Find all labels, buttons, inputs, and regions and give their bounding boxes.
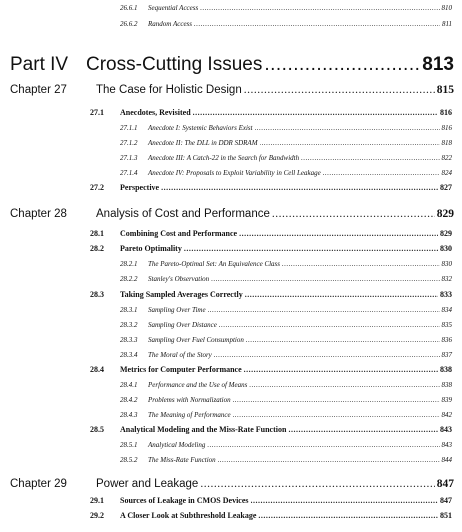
- section-title: Metrics for Computer Performance: [120, 365, 242, 374]
- dot-leader: [214, 351, 440, 359]
- page-number: 839: [441, 396, 452, 404]
- subsection-number: 28.4.1: [120, 381, 138, 389]
- subsection-number: 28.3.1: [120, 306, 138, 314]
- page-number: 822: [441, 154, 452, 162]
- section-number: 27.2: [90, 183, 104, 192]
- subsection-number: 28.5.2: [120, 456, 138, 464]
- section-title: Taking Sampled Averages Correctly: [120, 290, 243, 299]
- dot-leader: [161, 183, 438, 192]
- section-number: 28.4: [90, 365, 104, 374]
- toc-section-entry[interactable]: [90, 108, 452, 117]
- section-number: 28.2: [90, 244, 104, 253]
- toc-subsection-entry[interactable]: [120, 456, 452, 464]
- subsection-title: Problems with Normalization: [148, 396, 231, 404]
- toc-subsection-entry[interactable]: [120, 396, 452, 404]
- toc-chapter-entry[interactable]: [10, 208, 454, 220]
- page-number: 838: [441, 381, 452, 389]
- section-number: 27.1: [90, 108, 104, 117]
- part-title: Cross-Cutting Issues: [86, 54, 263, 75]
- subsection-number: 28.3.2: [120, 321, 138, 329]
- dot-leader: [207, 441, 439, 449]
- toc-part-entry[interactable]: [10, 54, 454, 76]
- dot-leader: [200, 4, 439, 12]
- subsection-title: The Moral of the Story: [148, 351, 212, 359]
- toc-subsection-entry[interactable]: [120, 336, 452, 344]
- subsection-number: 26.6.2: [120, 20, 138, 28]
- dot-leader: [239, 229, 438, 238]
- chapter-title: Power and Leakage: [96, 478, 199, 490]
- page-number: 837: [441, 351, 452, 359]
- page-number: 843: [440, 425, 452, 434]
- page-number: 829: [440, 229, 452, 238]
- toc-section-entry[interactable]: [90, 229, 452, 238]
- section-title: Combining Cost and Performance: [120, 229, 238, 238]
- subsection-title: Anecdote I: Systemic Behaviors Exist: [148, 124, 253, 132]
- toc-subsection-entry[interactable]: [120, 306, 452, 314]
- toc-chapter-entry[interactable]: [10, 84, 454, 96]
- dot-leader: [184, 244, 438, 253]
- subsection-title: Sampling Over Distance: [148, 321, 217, 329]
- section-number: 28.5: [90, 425, 104, 434]
- subsection-title: Analytical Modeling: [148, 441, 206, 449]
- section-number: 29.1: [90, 496, 104, 505]
- page-number: 827: [440, 183, 452, 192]
- subsection-number: 28.2.2: [120, 275, 138, 283]
- page-number: 834: [441, 306, 452, 314]
- toc-subsection-entry[interactable]: [120, 4, 452, 12]
- page-number: 816: [441, 124, 452, 132]
- dot-leader: [244, 365, 438, 374]
- chapter-title: Analysis of Cost and Performance: [96, 208, 270, 220]
- page-number: 836: [441, 336, 452, 344]
- subsection-title: Sampling Over Fuel Consumption: [148, 336, 244, 344]
- subsection-number: 28.3.4: [120, 351, 138, 359]
- page-number: 832: [441, 275, 452, 283]
- part-label: Part IV: [10, 54, 69, 75]
- page-number: 824: [441, 169, 452, 177]
- toc-subsection-entry[interactable]: [120, 351, 452, 359]
- subsection-number: 27.1.4: [120, 169, 138, 177]
- page-number: 816: [440, 108, 452, 117]
- toc-section-entry[interactable]: [90, 425, 452, 434]
- dot-leader: [249, 381, 439, 389]
- chapter-label: Chapter 29: [10, 478, 67, 490]
- subsection-title: Sequential Access: [148, 4, 199, 12]
- toc-subsection-entry[interactable]: [120, 154, 452, 162]
- dot-leader: [218, 456, 440, 464]
- page-number: 810: [441, 4, 452, 12]
- toc-subsection-entry[interactable]: [120, 139, 452, 147]
- toc-section-entry[interactable]: [90, 365, 452, 374]
- dot-leader: [244, 84, 435, 96]
- subsection-number: 28.4.2: [120, 396, 138, 404]
- subsection-number: 28.2.1: [120, 260, 138, 268]
- dot-leader: [264, 54, 420, 76]
- subsection-title: Anecdote III: A Catch-22 in the Search for Bandwidth: [148, 154, 300, 162]
- chapter-label: Chapter 28: [10, 208, 67, 220]
- dot-leader: [245, 290, 438, 299]
- subsection-title: Sampling Over Time: [148, 306, 206, 314]
- dot-leader: [233, 396, 440, 404]
- page-number: 847: [440, 496, 452, 505]
- dot-leader: [255, 124, 440, 132]
- toc-subsection-entry[interactable]: [120, 381, 452, 389]
- subsection-title: Random Access: [148, 20, 192, 28]
- subsection-title: The Pareto-Optimal Set: An Equivalence Class: [148, 260, 281, 268]
- dot-leader: [282, 260, 439, 268]
- subsection-title: Stanley's Observation: [148, 275, 210, 283]
- page-number: 830: [440, 244, 452, 253]
- page-number: 818: [441, 139, 452, 147]
- subsection-title: Performance and the Use of Means: [148, 381, 248, 389]
- toc-section-entry[interactable]: [90, 183, 452, 192]
- page-number: 835: [441, 321, 452, 329]
- subsection-number: 26.6.1: [120, 4, 138, 12]
- subsection-title: Anecdote II: The DLL in DDR SDRAM: [148, 139, 258, 147]
- toc-subsection-entry[interactable]: [120, 411, 452, 419]
- toc-subsection-entry[interactable]: [120, 169, 452, 177]
- page-number: 833: [440, 290, 452, 299]
- page-number: 851: [440, 511, 452, 520]
- page-number: 844: [441, 456, 452, 464]
- toc-chapter-entry[interactable]: [10, 478, 454, 490]
- page-number: 830: [441, 260, 452, 268]
- chapter-label: Chapter 27: [10, 84, 67, 96]
- dot-leader: [301, 154, 439, 162]
- toc-subsection-entry[interactable]: [120, 20, 452, 28]
- section-title: Anecdotes, Revisited: [120, 108, 191, 117]
- subsection-number: 27.1.3: [120, 154, 138, 162]
- dot-leader: [233, 411, 440, 419]
- section-title: Pareto Optimality: [120, 244, 182, 253]
- subsection-title: Anecdote IV: Proposals to Exploit Variability in Cell Leakage: [148, 169, 321, 177]
- section-number: 28.1: [90, 229, 104, 238]
- dot-leader: [211, 275, 439, 283]
- dot-leader: [193, 108, 438, 117]
- toc-subsection-entry[interactable]: [120, 124, 452, 132]
- subsection-number: 28.5.1: [120, 441, 138, 449]
- dot-leader: [323, 169, 440, 177]
- toc-section-entry[interactable]: [90, 290, 452, 299]
- dot-leader: [288, 425, 438, 434]
- subsection-title: The Meaning of Performance: [148, 411, 231, 419]
- toc-section-entry[interactable]: [90, 496, 452, 505]
- toc-subsection-entry[interactable]: [120, 275, 452, 283]
- subsection-number: 28.3.3: [120, 336, 138, 344]
- page-number: 815: [436, 84, 454, 96]
- subsection-number: 27.1.2: [120, 139, 138, 147]
- dot-leader: [246, 336, 440, 344]
- chapter-title: The Case for Holistic Design: [96, 84, 242, 96]
- section-number: 28.3: [90, 290, 104, 299]
- dot-leader: [208, 306, 440, 314]
- page-number: 843: [441, 441, 452, 449]
- dot-leader: [251, 496, 438, 505]
- dot-leader: [194, 20, 440, 28]
- toc-section-entry[interactable]: [90, 511, 452, 520]
- page-number: 813: [422, 54, 454, 75]
- page-number: 842: [441, 411, 452, 419]
- page-number: 847: [436, 478, 454, 490]
- dot-leader: [200, 478, 434, 490]
- section-title: Perspective: [120, 183, 160, 192]
- section-title: Analytical Modeling and the Miss-Rate Function: [120, 425, 287, 434]
- dot-leader: [219, 321, 440, 329]
- dot-leader: [260, 139, 440, 147]
- page-number: 829: [436, 208, 454, 220]
- subsection-title: The Miss-Rate Function: [148, 456, 216, 464]
- toc-section-entry[interactable]: [90, 244, 452, 253]
- subsection-number: 27.1.1: [120, 124, 138, 132]
- page-number: 838: [440, 365, 452, 374]
- dot-leader: [258, 511, 438, 520]
- toc-subsection-entry[interactable]: [120, 321, 452, 329]
- dot-leader: [272, 208, 435, 220]
- section-number: 29.2: [90, 511, 104, 520]
- section-title: A Closer Look at Subthreshold Leakage: [120, 511, 257, 520]
- toc-subsection-entry[interactable]: [120, 260, 452, 268]
- toc-subsection-entry[interactable]: [120, 441, 452, 449]
- subsection-number: 28.4.3: [120, 411, 138, 419]
- section-title: Sources of Leakage in CMOS Devices: [120, 496, 249, 505]
- page-number: 811: [442, 20, 452, 28]
